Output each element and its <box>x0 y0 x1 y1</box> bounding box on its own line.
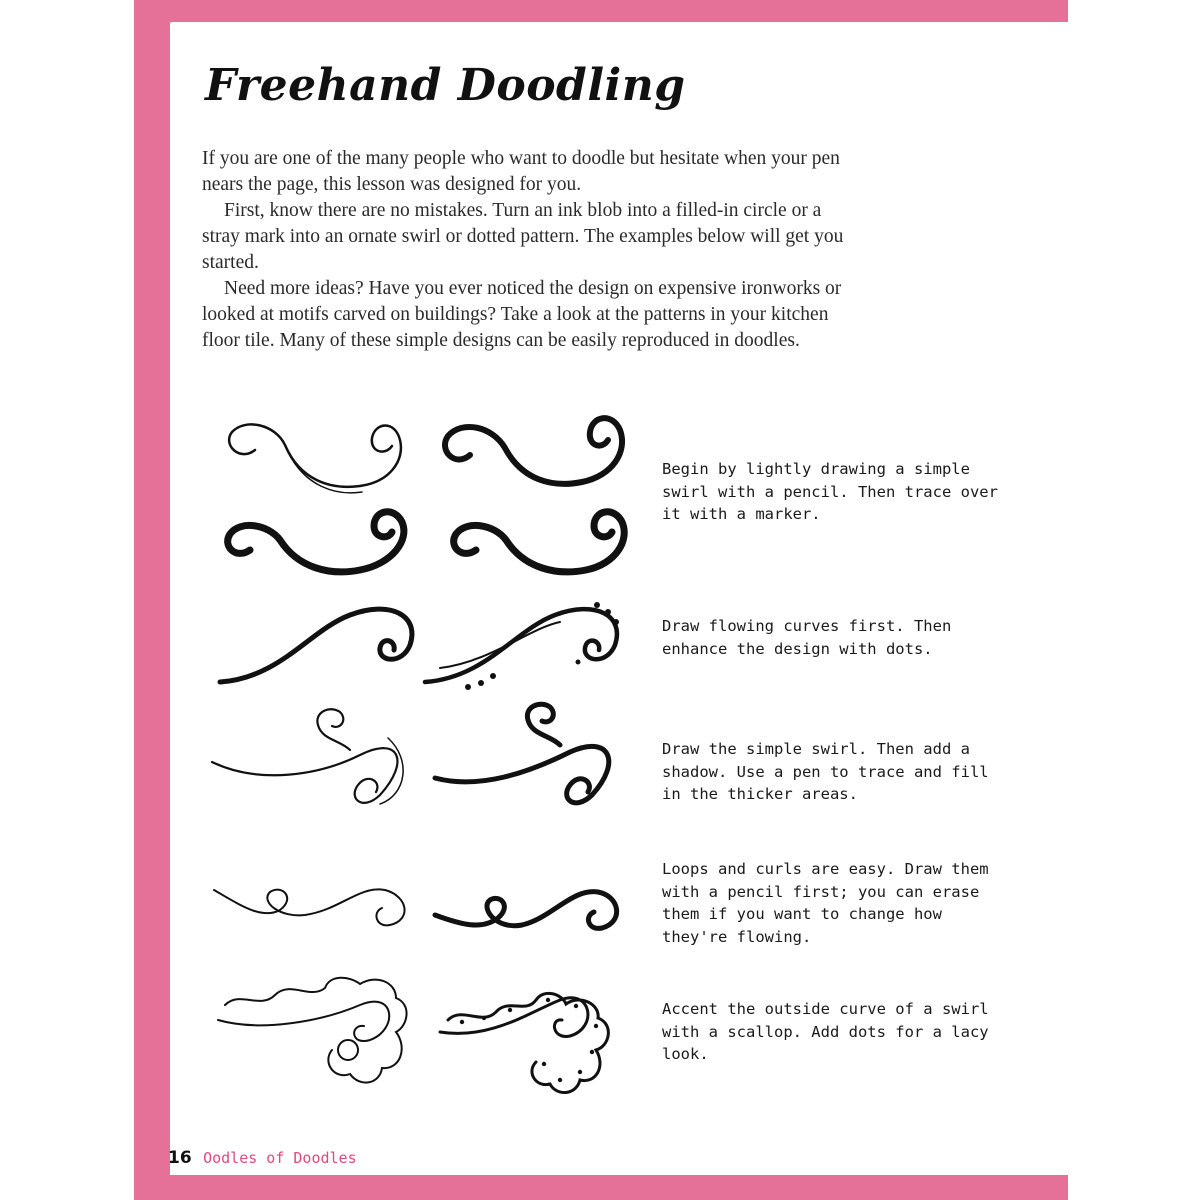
shadow-swirl-sketch-doodle <box>212 709 403 804</box>
shadow-swirl-filled-doodle <box>435 704 609 803</box>
caption-1: Begin by lightly drawing a simple swirl with a pencil. Then trace over it with a marker. <box>662 460 998 523</box>
swirl-sketch-doodle <box>229 424 401 492</box>
scallop-swirl-dotted-doodle <box>440 993 608 1092</box>
dot-accents <box>465 602 619 690</box>
scallop-swirl-sketch-doodle <box>218 978 407 1083</box>
caption-3: Draw the simple swirl. Then add a shadow. Use a pen to trace and fill in the thicker areas. <box>662 740 989 803</box>
doodle-illustrations <box>200 400 640 1100</box>
page-footer <box>168 1148 357 1168</box>
swirl-thick-doodle <box>228 512 625 572</box>
caption-4: Loops and curls are easy. Draw them with a pencil first; you can erase them if you want to change how they're flowing. <box>662 860 989 946</box>
page-number: 16 <box>168 1148 192 1168</box>
loop-curl-ink-doodle <box>435 892 617 929</box>
loop-curl-sketch-doodle <box>214 889 405 925</box>
caption-2: Draw flowing curves first. Then enhance the design with dots. <box>662 617 952 658</box>
intro-text <box>202 146 862 354</box>
book-title: Oodles of Doodles <box>203 1149 357 1167</box>
scallop-dots <box>460 998 598 1082</box>
swirl-traced-doodle <box>445 418 622 484</box>
intro-paragraph: If you are one of the many people who want to doodle but hesitate when your pen nears the page, this lesson was designed for you. <box>202 148 840 195</box>
dotted-curve-doodle <box>425 609 617 682</box>
page-title: Freehand Doodling <box>205 60 686 111</box>
intro-paragraph: First, know there are no mistakes. Turn an ink blob into a filled-in circle or a stray mark into an ornate swirl or dotted pattern. The examples below will get you started. <box>202 200 844 273</box>
caption-5: Accent the outside curve of a swirl with a scallop. Add dots for a lacy look. <box>662 1000 989 1063</box>
flowing-curve-doodle <box>220 609 412 682</box>
intro-paragraph: Need more ideas? Have you ever noticed the design on expensive ironworks or looked at motifs carved on buildings? Take a look at the patterns in your kitchen floor tile. Many of these simple designs can be easily reproduced in doodles. <box>202 278 842 351</box>
